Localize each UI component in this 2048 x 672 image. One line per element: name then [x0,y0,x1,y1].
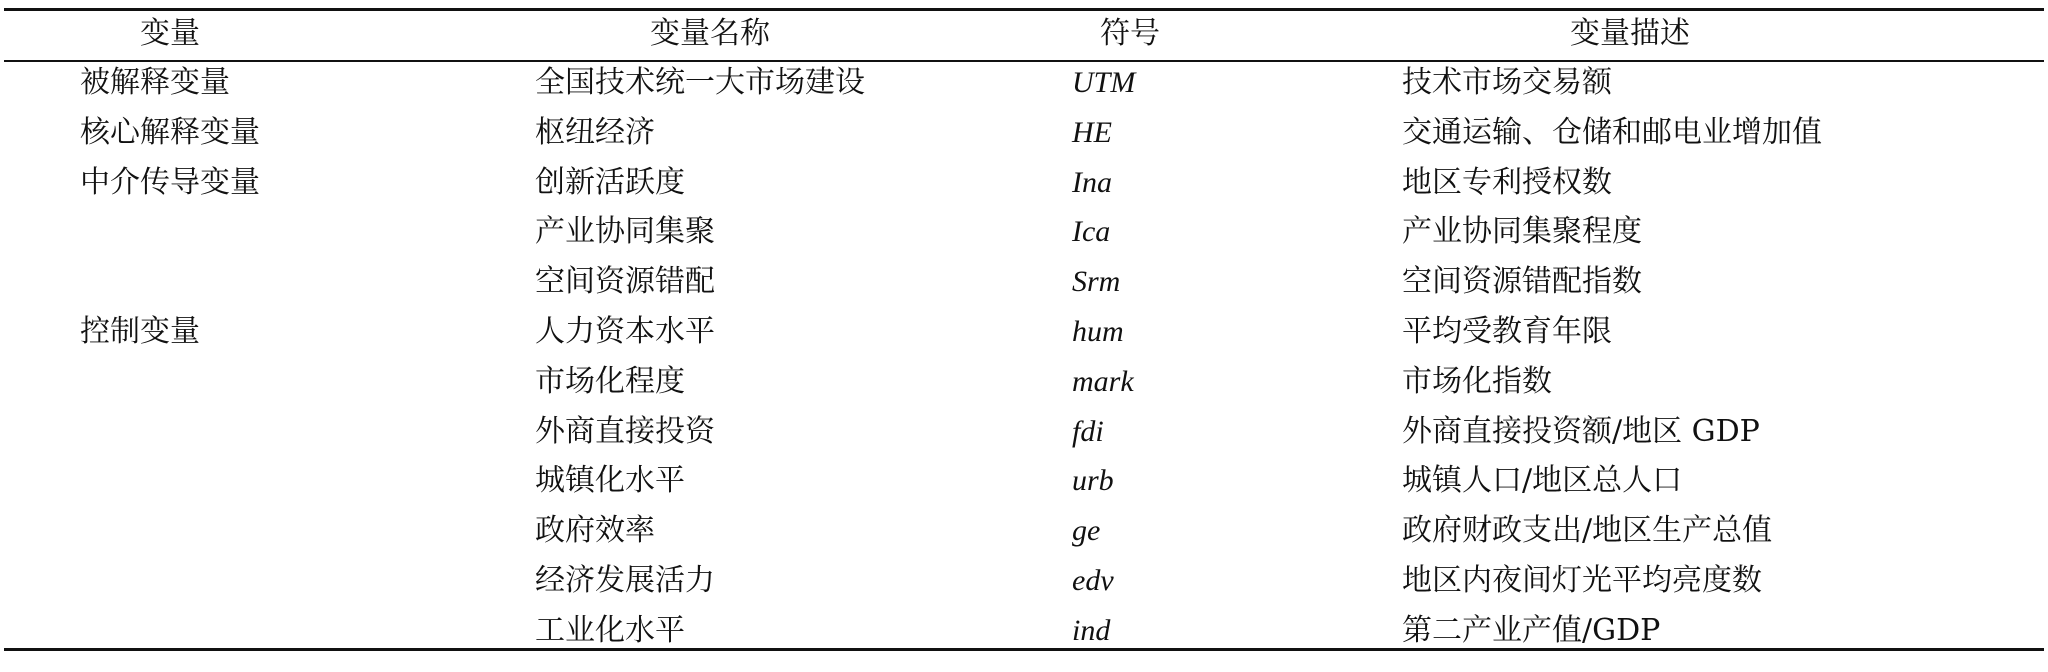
cell-variable-name: 空间资源错配 [535,264,715,299]
cell-symbol: HE [1072,116,1112,149]
cell-symbol: fdi [1072,415,1104,448]
cell-category: 控制变量 [80,314,200,349]
header-rule [4,60,2044,62]
cell-variable-name: 工业化水平 [535,613,685,648]
cell-variable-name: 创新活跃度 [535,165,685,200]
cell-symbol: ge [1072,514,1101,547]
header-variable: 变量 [140,16,200,51]
cell-description: 技术市场交易额 [1402,65,1612,100]
cell-description: 地区专利授权数 [1402,165,1612,200]
cell-symbol: Ica [1072,215,1111,248]
cell-symbol: ind [1072,614,1111,647]
cell-description: 政府财政支出/地区生产总值 [1402,513,1773,548]
cell-symbol: Srm [1072,265,1121,298]
cell-description: 市场化指数 [1402,364,1552,399]
cell-description: 空间资源错配指数 [1402,264,1642,299]
header-variable-name: 变量名称 [650,16,770,51]
header-symbol: 符号 [1100,16,1160,51]
cell-symbol: hum [1072,315,1124,348]
cell-variable-name: 城镇化水平 [535,463,685,498]
bottom-rule [4,648,2044,651]
cell-variable-name: 外商直接投资 [535,414,715,449]
cell-variable-name: 产业协同集聚 [535,214,715,249]
cell-description: 外商直接投资额/地区 GDP [1402,414,1760,449]
cell-variable-name: 全国技术统一大市场建设 [535,65,865,100]
cell-category: 中介传导变量 [80,165,260,200]
cell-variable-name: 政府效率 [535,513,655,548]
cell-description: 平均受教育年限 [1402,314,1612,349]
cell-category: 被解释变量 [80,65,230,100]
header-description: 变量描述 [1570,16,1690,51]
cell-description: 城镇人口/地区总人口 [1402,463,1683,498]
cell-description: 地区内夜间灯光平均亮度数 [1402,563,1762,598]
cell-symbol: edv [1072,564,1114,597]
cell-symbol: Ina [1072,166,1112,199]
cell-description: 第二产业产值/GDP [1402,613,1661,648]
cell-description: 产业协同集聚程度 [1402,214,1642,249]
cell-category: 核心解释变量 [80,115,260,150]
cell-symbol: urb [1072,464,1114,497]
cell-variable-name: 经济发展活力 [535,563,715,598]
cell-symbol: mark [1072,365,1134,398]
cell-variable-name: 枢纽经济 [535,115,655,150]
cell-variable-name: 人力资本水平 [535,314,715,349]
cell-description: 交通运输、仓储和邮电业增加值 [1402,115,1822,150]
cell-symbol: UTM [1072,66,1136,99]
cell-variable-name: 市场化程度 [535,364,685,399]
